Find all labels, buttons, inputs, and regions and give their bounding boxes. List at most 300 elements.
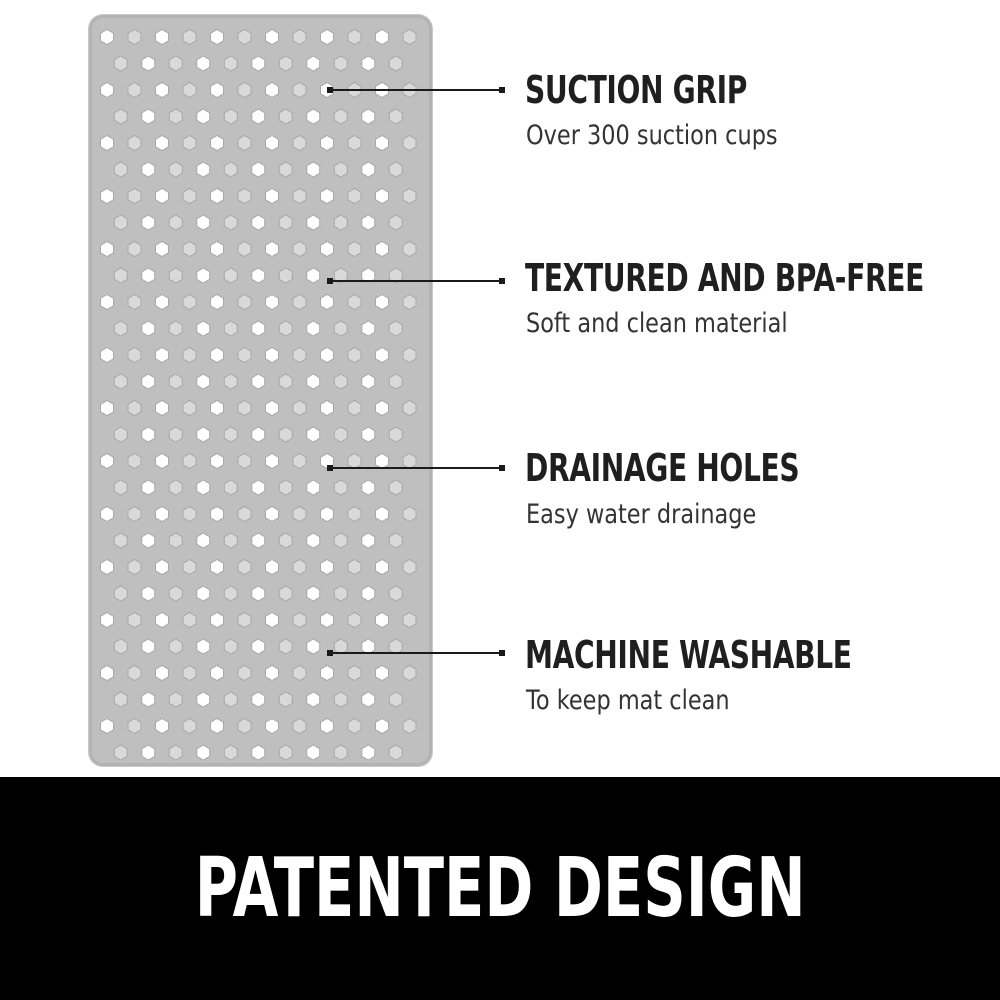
drain-hole	[156, 613, 169, 628]
drain-hole	[211, 666, 224, 681]
suction-cup	[128, 136, 141, 151]
suction-cup	[279, 692, 292, 707]
suction-cup	[403, 719, 416, 734]
suction-cup	[224, 692, 237, 707]
suction-cup	[238, 401, 251, 416]
suction-cup	[293, 401, 306, 416]
drain-hole	[211, 295, 224, 310]
suction-cup	[238, 189, 251, 204]
drain-hole	[142, 692, 155, 707]
suction-cup	[403, 507, 416, 522]
suction-cup	[183, 136, 196, 151]
suction-cup	[224, 745, 237, 760]
drain-hole	[376, 401, 389, 416]
suction-cup	[128, 83, 141, 98]
drain-hole	[321, 719, 334, 734]
suction-cup	[403, 613, 416, 628]
suction-cup	[403, 401, 416, 416]
drain-hole	[101, 189, 114, 204]
drain-hole	[156, 719, 169, 734]
suction-cup	[334, 745, 347, 760]
suction-cup	[224, 374, 237, 389]
drain-hole	[321, 613, 334, 628]
suction-cup	[183, 348, 196, 363]
drain-hole	[197, 639, 210, 654]
drain-hole	[362, 162, 375, 177]
suction-cup	[183, 719, 196, 734]
leader-line	[330, 652, 502, 654]
drain-hole	[101, 136, 114, 151]
drain-hole	[156, 136, 169, 151]
suction-cup	[389, 56, 402, 71]
banner-title: PATENTED DESIGN	[194, 841, 806, 936]
drain-hole	[211, 83, 224, 98]
suction-cup	[279, 533, 292, 548]
drain-hole	[197, 533, 210, 548]
drain-hole	[307, 268, 320, 283]
suction-cup	[169, 56, 182, 71]
leader-endpoint	[499, 278, 505, 284]
suction-cup	[169, 162, 182, 177]
drain-hole	[156, 348, 169, 363]
drain-hole	[362, 692, 375, 707]
suction-cup	[334, 109, 347, 124]
suction-cup	[238, 613, 251, 628]
suction-cup	[389, 745, 402, 760]
drain-hole	[362, 480, 375, 495]
suction-cup	[183, 666, 196, 681]
suction-cup	[348, 613, 361, 628]
suction-cup	[348, 295, 361, 310]
suction-cup	[128, 507, 141, 522]
drain-hole	[142, 109, 155, 124]
drain-hole	[197, 321, 210, 336]
drain-hole	[266, 454, 279, 469]
drain-hole	[307, 533, 320, 548]
feature-subtitle: To keep mat clean	[526, 685, 730, 716]
drain-hole	[156, 295, 169, 310]
drain-hole	[321, 242, 334, 257]
drain-hole	[321, 30, 334, 45]
drain-hole	[211, 242, 224, 257]
drain-hole	[252, 56, 265, 71]
suction-cup	[334, 321, 347, 336]
suction-cup	[403, 136, 416, 151]
drain-hole	[142, 56, 155, 71]
suction-cup	[293, 295, 306, 310]
drain-hole	[156, 666, 169, 681]
suction-cup	[279, 427, 292, 442]
suction-cup	[334, 480, 347, 495]
drain-hole	[101, 719, 114, 734]
drain-hole	[307, 109, 320, 124]
suction-cup	[293, 454, 306, 469]
suction-cup	[238, 83, 251, 98]
drain-hole	[321, 507, 334, 522]
drain-hole	[321, 189, 334, 204]
suction-cup	[114, 533, 127, 548]
drain-hole	[101, 454, 114, 469]
drain-hole	[321, 666, 334, 681]
feature-subtitle: Over 300 suction cups	[526, 120, 778, 151]
suction-cup	[279, 480, 292, 495]
suction-cup	[183, 507, 196, 522]
suction-cup	[114, 321, 127, 336]
suction-cup	[238, 719, 251, 734]
suction-cup	[389, 480, 402, 495]
drain-hole	[252, 480, 265, 495]
suction-cup	[348, 719, 361, 734]
suction-cup	[128, 666, 141, 681]
drain-hole	[266, 348, 279, 363]
suction-cup	[128, 719, 141, 734]
drain-hole	[197, 586, 210, 601]
drain-hole	[321, 136, 334, 151]
suction-cup	[224, 427, 237, 442]
suction-cup	[238, 348, 251, 363]
leader-endpoint	[499, 465, 505, 471]
suction-cup	[114, 745, 127, 760]
suction-cup	[348, 401, 361, 416]
suction-cup	[293, 30, 306, 45]
drain-hole	[211, 560, 224, 575]
leader-line	[330, 89, 502, 91]
suction-cup	[293, 83, 306, 98]
suction-cup	[183, 30, 196, 45]
drain-hole	[156, 560, 169, 575]
suction-cup	[293, 242, 306, 257]
leader-line	[330, 280, 502, 282]
suction-cup	[128, 560, 141, 575]
drain-hole	[142, 745, 155, 760]
suction-cup	[183, 613, 196, 628]
drain-hole	[156, 83, 169, 98]
drain-hole	[266, 189, 279, 204]
suction-cup	[224, 56, 237, 71]
drain-hole	[307, 321, 320, 336]
suction-cup	[224, 321, 237, 336]
suction-cup	[169, 215, 182, 230]
drain-hole	[101, 295, 114, 310]
drain-hole	[211, 136, 224, 151]
drain-hole	[211, 454, 224, 469]
suction-cup	[279, 374, 292, 389]
suction-cup	[183, 295, 196, 310]
suction-cup	[348, 30, 361, 45]
drain-hole	[376, 613, 389, 628]
drain-hole	[307, 162, 320, 177]
drain-hole	[362, 533, 375, 548]
feature-title: MACHINE WASHABLE	[525, 633, 852, 677]
suction-cup	[334, 427, 347, 442]
feature-subtitle: Easy water drainage	[526, 499, 757, 530]
drain-hole	[101, 613, 114, 628]
suction-cup	[114, 268, 127, 283]
suction-cup	[183, 454, 196, 469]
suction-cup	[224, 586, 237, 601]
drain-hole	[376, 189, 389, 204]
suction-cup	[238, 454, 251, 469]
drain-hole	[307, 480, 320, 495]
drain-hole	[307, 56, 320, 71]
suction-cup	[403, 348, 416, 363]
drain-hole	[321, 401, 334, 416]
drain-hole	[142, 427, 155, 442]
suction-cup	[389, 692, 402, 707]
suction-cup	[169, 745, 182, 760]
drain-hole	[101, 348, 114, 363]
suction-cup	[114, 162, 127, 177]
suction-cup	[238, 560, 251, 575]
drain-hole	[376, 30, 389, 45]
drain-hole	[101, 507, 114, 522]
suction-cup	[183, 189, 196, 204]
drain-hole	[307, 692, 320, 707]
drain-hole	[142, 215, 155, 230]
suction-cup	[169, 427, 182, 442]
drain-hole	[101, 30, 114, 45]
suction-cup	[114, 109, 127, 124]
drain-hole	[252, 215, 265, 230]
suction-cup	[238, 666, 251, 681]
drain-hole	[307, 427, 320, 442]
drain-hole	[266, 242, 279, 257]
drain-hole	[197, 692, 210, 707]
drain-hole	[252, 533, 265, 548]
suction-cup	[389, 215, 402, 230]
drain-hole	[376, 136, 389, 151]
drain-hole	[101, 401, 114, 416]
drain-hole	[142, 374, 155, 389]
suction-cup	[128, 454, 141, 469]
drain-hole	[266, 613, 279, 628]
drain-hole	[211, 189, 224, 204]
suction-cup	[238, 30, 251, 45]
suction-cup	[183, 242, 196, 257]
suction-cup	[403, 189, 416, 204]
leader-endpoint	[327, 278, 333, 284]
suction-cup	[224, 268, 237, 283]
suction-cup	[334, 692, 347, 707]
drain-hole	[156, 507, 169, 522]
drain-hole	[266, 401, 279, 416]
suction-cup	[279, 321, 292, 336]
suction-cup	[114, 480, 127, 495]
drain-hole	[307, 639, 320, 654]
drain-hole	[197, 56, 210, 71]
suction-cup	[389, 374, 402, 389]
suction-cup	[169, 533, 182, 548]
drain-hole	[197, 162, 210, 177]
leader-endpoint	[499, 87, 505, 93]
drain-hole	[266, 560, 279, 575]
suction-cup	[114, 427, 127, 442]
drain-hole	[362, 427, 375, 442]
drain-hole	[142, 639, 155, 654]
suction-cup	[334, 162, 347, 177]
suction-cup	[389, 162, 402, 177]
suction-cup	[279, 639, 292, 654]
drain-hole	[376, 719, 389, 734]
suction-cup	[348, 242, 361, 257]
suction-cup	[348, 136, 361, 151]
drain-hole	[211, 613, 224, 628]
drain-hole	[252, 586, 265, 601]
suction-cup	[403, 560, 416, 575]
suction-cup	[114, 586, 127, 601]
suction-cup	[334, 533, 347, 548]
drain-hole	[376, 295, 389, 310]
drain-hole	[101, 242, 114, 257]
drain-hole	[266, 666, 279, 681]
drain-hole	[252, 374, 265, 389]
feature-title: SUCTION GRIP	[525, 68, 747, 112]
feature-title: DRAINAGE HOLES	[525, 446, 800, 490]
suction-cup	[128, 189, 141, 204]
suction-cup	[293, 189, 306, 204]
drain-hole	[252, 321, 265, 336]
suction-cup	[293, 613, 306, 628]
drain-hole	[142, 586, 155, 601]
drain-hole	[142, 162, 155, 177]
suction-cup	[224, 162, 237, 177]
suction-cup	[348, 666, 361, 681]
suction-cup	[183, 83, 196, 98]
drain-hole	[266, 136, 279, 151]
drain-hole	[266, 83, 279, 98]
suction-cup	[279, 215, 292, 230]
drain-hole	[376, 242, 389, 257]
suction-cup	[169, 480, 182, 495]
suction-cup	[238, 507, 251, 522]
suction-cup	[279, 56, 292, 71]
drain-hole	[321, 348, 334, 363]
drain-hole	[156, 30, 169, 45]
drain-hole	[321, 560, 334, 575]
suction-cup	[334, 215, 347, 230]
drain-hole	[362, 321, 375, 336]
feature-title: TEXTURED AND BPA-FREE	[525, 256, 924, 300]
drain-hole	[362, 586, 375, 601]
suction-cup	[114, 215, 127, 230]
suction-cup	[114, 639, 127, 654]
drain-hole	[362, 745, 375, 760]
drain-hole	[307, 586, 320, 601]
suction-cup	[114, 374, 127, 389]
suction-cup	[348, 189, 361, 204]
drain-hole	[197, 268, 210, 283]
suction-cup	[293, 560, 306, 575]
drain-hole	[362, 215, 375, 230]
suction-cup	[293, 136, 306, 151]
drain-hole	[156, 401, 169, 416]
suction-cup	[293, 666, 306, 681]
drain-hole	[101, 666, 114, 681]
drain-hole	[211, 348, 224, 363]
suction-cup	[334, 374, 347, 389]
suction-cup	[224, 215, 237, 230]
suction-cup	[389, 586, 402, 601]
drain-hole	[142, 480, 155, 495]
drain-hole	[156, 189, 169, 204]
suction-cup	[224, 639, 237, 654]
drain-hole	[197, 374, 210, 389]
drain-hole	[266, 507, 279, 522]
suction-cup	[238, 242, 251, 257]
suction-cup	[183, 560, 196, 575]
suction-cup	[128, 295, 141, 310]
suction-cup	[238, 295, 251, 310]
suction-cup	[169, 321, 182, 336]
drain-hole	[252, 427, 265, 442]
drain-hole	[142, 533, 155, 548]
suction-cup	[293, 507, 306, 522]
suction-cup	[169, 109, 182, 124]
drain-hole	[197, 480, 210, 495]
drain-hole	[362, 109, 375, 124]
suction-cup	[169, 639, 182, 654]
suction-cup	[389, 321, 402, 336]
drain-hole	[307, 745, 320, 760]
drain-hole	[266, 295, 279, 310]
drain-hole	[252, 639, 265, 654]
drain-hole	[362, 56, 375, 71]
drain-hole	[211, 507, 224, 522]
leader-endpoint	[499, 650, 505, 656]
suction-cup	[389, 533, 402, 548]
suction-cup	[114, 56, 127, 71]
suction-cup	[224, 480, 237, 495]
suction-cup	[293, 719, 306, 734]
suction-cup	[389, 427, 402, 442]
drain-hole	[211, 719, 224, 734]
suction-cup	[224, 533, 237, 548]
suction-cup	[169, 374, 182, 389]
bottom-banner	[0, 777, 1000, 1000]
drain-hole	[197, 427, 210, 442]
suction-cup	[238, 136, 251, 151]
drain-hole	[197, 109, 210, 124]
drain-hole	[197, 215, 210, 230]
suction-cup	[403, 666, 416, 681]
suction-cup	[389, 109, 402, 124]
suction-cup	[128, 242, 141, 257]
drain-hole	[376, 348, 389, 363]
drain-hole	[142, 321, 155, 336]
suction-cup	[293, 348, 306, 363]
suction-cup	[169, 586, 182, 601]
leader-endpoint	[327, 87, 333, 93]
suction-cup	[403, 30, 416, 45]
drain-hole	[197, 745, 210, 760]
drain-hole	[156, 454, 169, 469]
drain-hole	[321, 295, 334, 310]
suction-cup	[279, 109, 292, 124]
drain-hole	[252, 162, 265, 177]
drain-hole	[307, 215, 320, 230]
drain-hole	[252, 745, 265, 760]
suction-cup	[169, 268, 182, 283]
suction-cup	[348, 348, 361, 363]
suction-cup	[128, 613, 141, 628]
suction-cup	[334, 56, 347, 71]
drain-hole	[156, 242, 169, 257]
suction-cup	[403, 242, 416, 257]
drain-hole	[376, 666, 389, 681]
feature-subtitle: Soft and clean material	[526, 308, 788, 339]
drain-hole	[211, 30, 224, 45]
drain-hole	[266, 719, 279, 734]
